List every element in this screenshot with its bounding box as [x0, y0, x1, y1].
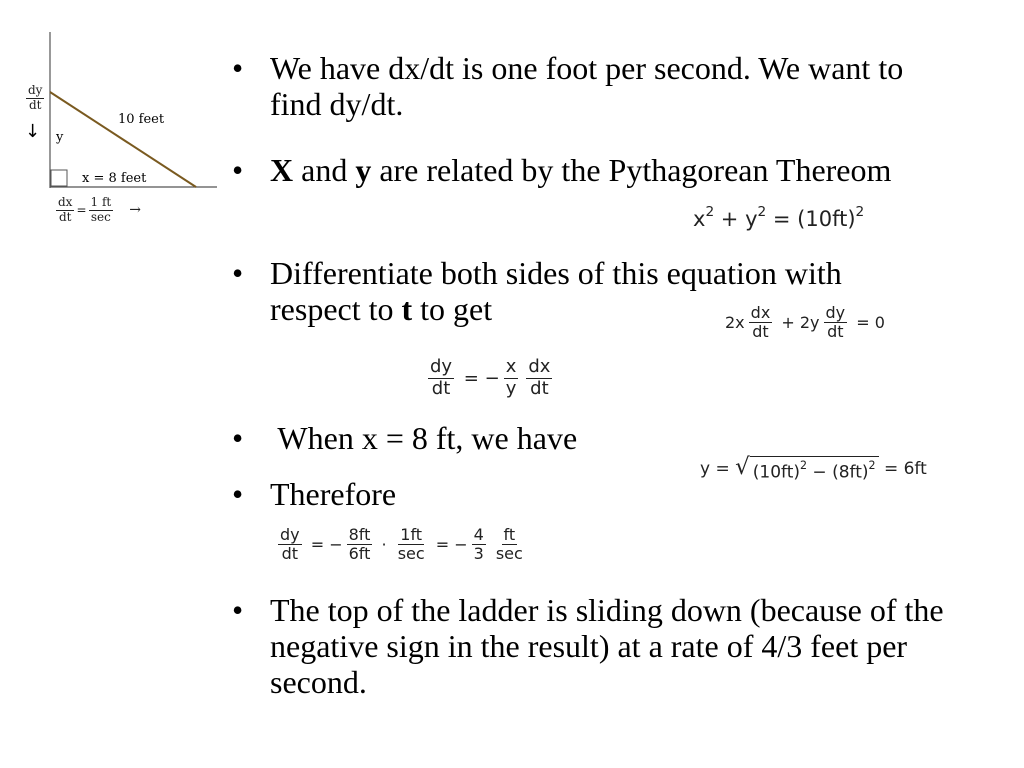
bullet-6-text: The top of the ladder is sliding down (because of the negative sign in the result) at a rate of 4/3 feet per second.	[270, 592, 944, 700]
bullet-2-rest: are related by the Pythagorean Thereom	[371, 152, 892, 188]
yval-t2: (8ft)	[832, 462, 869, 483]
result-frac-4	[494, 526, 525, 564]
result-minus-2: −	[454, 535, 468, 555]
result-eq-1: =	[305, 535, 330, 555]
pyth-rhs-exp: 2	[855, 204, 865, 220]
bullet-marker-5: •	[232, 476, 244, 512]
bullet-2-bold-y: y	[355, 152, 372, 188]
rate-num: 1 ft	[90, 195, 112, 209]
y-value-equation	[700, 456, 927, 482]
bullet-5-text: Therefore	[270, 476, 397, 512]
pyth-x-exp: 2	[705, 204, 715, 220]
right-arrow-icon: →	[129, 202, 141, 219]
result-lhs-num: dy	[280, 525, 300, 544]
rate-den: sec	[90, 209, 111, 224]
result-equation	[274, 526, 529, 564]
dxdt-fraction	[56, 196, 74, 225]
result-dot: ·	[376, 535, 392, 555]
sqrt-body	[750, 456, 879, 482]
hypotenuse-label: 10 feet	[118, 112, 165, 127]
dxdt-den: dt	[58, 209, 72, 224]
pyth-y-exp: 2	[757, 204, 767, 220]
yval-t2-exp: 2	[868, 459, 876, 472]
bullet-2-text	[270, 152, 910, 188]
ladder-diagram	[0, 0, 230, 240]
sqrt-icon: √	[735, 454, 750, 480]
diff-num-2: dy	[825, 303, 846, 322]
dydt-den: dt	[28, 97, 42, 112]
bullet-3-body: Differentiate both sides of this equation with respect to	[270, 255, 842, 327]
solved-dx: dx	[528, 356, 551, 377]
sqrt-expression	[735, 456, 878, 482]
result-n3: 4	[473, 525, 484, 544]
bullet-marker-6: •	[232, 592, 244, 628]
yval-minus: −	[807, 462, 833, 483]
yval-t1: (10ft)	[752, 462, 800, 483]
right-angle-marker	[51, 170, 67, 186]
bullet-3-end: to get	[412, 291, 493, 327]
diff-c1: 2x	[725, 313, 745, 333]
bullet-4-text: When x = 8 ft, we have	[270, 420, 578, 456]
result-frac-3	[472, 526, 486, 564]
yval-result: = 6ft	[878, 459, 927, 480]
solved-x: x	[505, 356, 517, 377]
result-d3: 3	[473, 544, 484, 564]
base-label: x = 8 feet	[82, 171, 147, 186]
solved-y: y	[505, 377, 517, 399]
solved-lhs-frac	[428, 357, 454, 399]
diff-den-1: dt	[752, 322, 769, 342]
rate-fraction	[89, 196, 114, 225]
solved-minus: −	[484, 367, 500, 389]
solved-lhs-num: dy	[430, 356, 453, 377]
diff-frac-1	[749, 304, 773, 342]
result-eq-2: =	[430, 535, 455, 555]
result-lhs-den: dt	[281, 544, 299, 564]
solved-lhs-den: dt	[431, 377, 451, 399]
solved-dt: dt	[530, 377, 549, 399]
diff-plus: +	[776, 313, 800, 333]
bullet-marker-3: •	[232, 255, 244, 291]
pyth-y: y	[745, 207, 758, 232]
diff-eq: =	[851, 313, 875, 333]
diff-frac-2	[824, 304, 848, 342]
dxdt-num: dx	[58, 195, 73, 209]
yval-t1-exp: 2	[800, 459, 808, 472]
bullet-3-bold-t: t	[401, 291, 413, 327]
dydt-num: dy	[28, 83, 43, 97]
pyth-x: x	[693, 207, 706, 232]
pyth-eq: =	[766, 207, 798, 232]
result-minus-1: −	[329, 535, 343, 555]
result-frac-1	[347, 526, 373, 564]
down-arrow-icon: ↓	[25, 121, 41, 142]
bullet-marker-1: •	[232, 50, 244, 86]
pyth-plus: +	[714, 207, 746, 232]
dxdt-equals: =	[76, 203, 87, 218]
yval-lhs: y =	[700, 459, 736, 480]
dydt-fraction	[26, 84, 44, 113]
solved-xy-frac	[504, 357, 519, 399]
bullet-1-text: We have dx/dt is one foot per second. We want to find dy/dt.	[270, 50, 904, 122]
bullet-marker-2: •	[232, 152, 244, 188]
result-d2: sec	[397, 544, 425, 564]
diff-num-1: dx	[750, 303, 771, 322]
differentiated-equation	[725, 304, 885, 342]
result-n2: 1ft	[400, 525, 423, 544]
pythagorean-equation	[693, 204, 864, 231]
y-label: y	[56, 130, 64, 145]
solved-eq: =	[458, 367, 485, 389]
result-frac-2	[396, 526, 427, 564]
result-n4: ft	[503, 525, 516, 544]
bullet-marker-4: •	[232, 420, 244, 456]
result-lhs-frac	[278, 526, 302, 564]
diff-c2: 2y	[799, 313, 820, 333]
bullet-2-bold-x: X	[270, 152, 294, 188]
result-d4: sec	[495, 544, 523, 564]
solved-equation	[424, 357, 556, 399]
bullet-2-and: and	[293, 152, 356, 188]
solved-dxdt-frac	[526, 357, 552, 399]
result-d1: 6ft	[348, 544, 371, 564]
pyth-rhs: (10ft)	[797, 207, 856, 232]
result-n1: 8ft	[348, 525, 371, 544]
diff-zero: 0	[874, 313, 885, 333]
dxdt-expression	[54, 196, 141, 225]
diff-den-2: dt	[827, 322, 844, 342]
